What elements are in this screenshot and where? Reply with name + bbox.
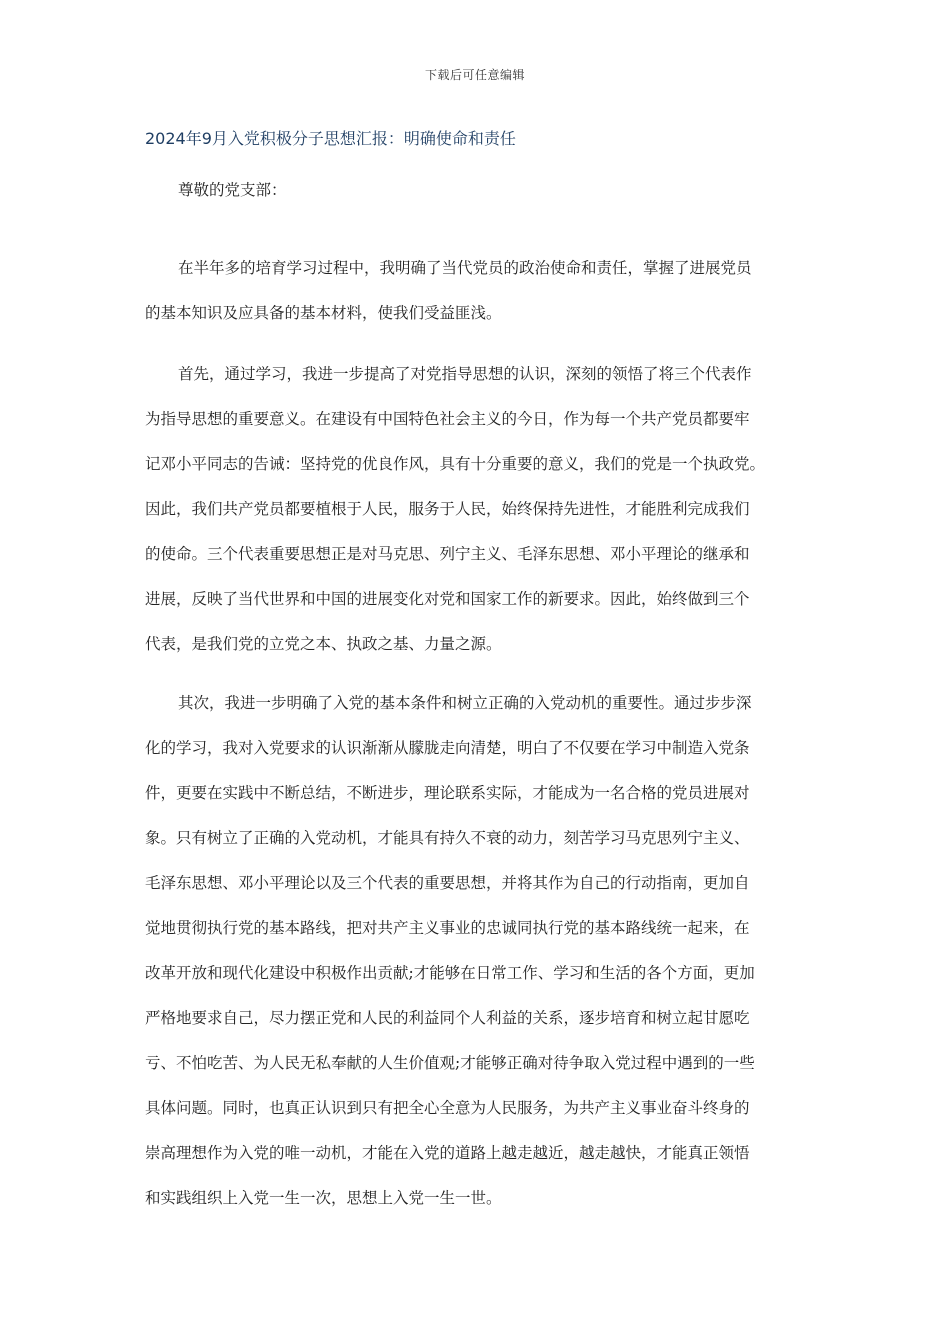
- paragraph-line: 觉地贯彻执行党的基本路线，把对共产主义事业的忠诚同执行党的基本路线统一起来，在: [145, 919, 750, 937]
- paragraph-line: 具体问题。同时，也真正认识到只有把全心全意为人民服务，为共产主义事业奋斗终身的: [145, 1099, 750, 1117]
- paragraph-line: 代表，是我们党的立党之本、执政之基、力量之源。: [145, 635, 502, 653]
- paragraph-1: [145, 246, 807, 336]
- paragraph-line: 的基本知识及应具备的基本材料，使我们受益匪浅。: [145, 304, 502, 322]
- paragraph-line: 的使命。三个代表重要思想正是对马克思、列宁主义、毛泽东思想、邓小平理论的继承和: [145, 545, 750, 563]
- paragraph-line: 件，更要在实践中不断总结，不断进步，理论联系实际，才能成为一名合格的党员进展对: [145, 784, 750, 802]
- paragraph-line: 因此，我们共产党员都要植根于人民，服务于人民，始终保持先进性，才能胜利完成我们: [145, 500, 750, 518]
- paragraph-line: 改革开放和现代化建设中积极作出贡献;才能够在日常工作、学习和生活的各个方面，更加: [145, 964, 755, 982]
- paragraph-line: 其次，我进一步明确了入党的基本条件和树立正确的入党动机的重要性。通过步步深: [178, 694, 752, 712]
- paragraph-line: 为指导思想的重要意义。在建设有中国特色社会主义的今日，作为每一个共产党员都要牢: [145, 410, 750, 428]
- paragraph-line: 首先，通过学习，我进一步提高了对党指导思想的认识，深刻的领悟了将三个代表作: [178, 365, 752, 383]
- paragraph-line: 严格地要求自己，尽力摆正党和人民的利益同个人利益的关系，逐步培育和树立起甘愿吃: [145, 1009, 750, 1027]
- salutation: 尊敬的党支部：: [178, 181, 287, 199]
- paragraph-2: [145, 352, 807, 667]
- header-note: 下载后可任意编辑: [424, 68, 525, 82]
- paragraph-line: 毛泽东思想、邓小平理论以及三个代表的重要思想，并将其作为自己的行动指南，更加自: [145, 874, 750, 892]
- paragraph-line: 化的学习，我对入党要求的认识渐渐从朦胧走向清楚，明白了不仅要在学习中制造入党条: [145, 739, 750, 757]
- paragraph-line: 和实践组织上入党一生一次，思想上入党一生一世。: [145, 1189, 502, 1207]
- paragraph-line: 进展，反映了当代世界和中国的进展变化对党和国家工作的新要求。因此，始终做到三个: [145, 590, 750, 608]
- paragraph-line: 崇高理想作为入党的唯一动机，才能在入党的道路上越走越近，越走越快，才能真正领悟: [145, 1144, 750, 1162]
- paragraph-line: 亏、不怕吃苦、为人民无私奉献的人生价值观;才能够正确对待争取入党过程中遇到的一些: [145, 1054, 755, 1072]
- paragraph-3: [145, 681, 807, 1221]
- paragraph-line: 在半年多的培育学习过程中，我明确了当代党员的政治使命和责任，掌握了进展党员: [178, 259, 752, 277]
- document-title: 2024年9月入党积极分子思想汇报：明确使命和责任: [145, 129, 516, 148]
- paragraph-line: 象。只有树立了正确的入党动机，才能具有持久不衰的动力，刻苦学习马克思列宁主义、: [145, 829, 750, 847]
- paragraph-line: 记邓小平同志的告诫：坚持党的优良作风，具有十分重要的意义，我们的党是一个执政党。: [145, 455, 766, 473]
